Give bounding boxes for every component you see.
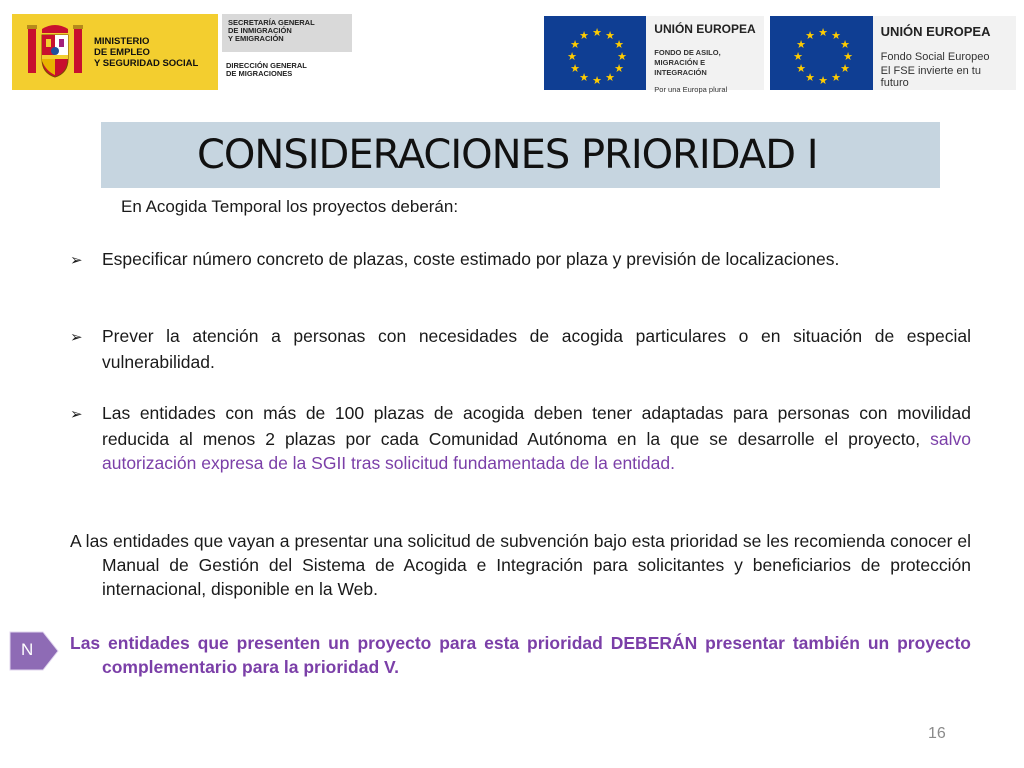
eu-fami-logo xyxy=(544,16,764,94)
svg-text:★: ★ xyxy=(793,50,803,63)
eu-flag-icon xyxy=(544,16,646,90)
arrow-bullet-icon: ➢ xyxy=(70,252,83,269)
svg-text:★: ★ xyxy=(570,38,580,51)
eu-flag-icon xyxy=(770,16,873,90)
eu1-sub2: MIGRACIÓN E INTEGRACIÓN xyxy=(654,58,707,77)
note-paragraph: Las entidades que presenten un proyecto para esta prioridad DEBERÁN presentar también un proyecto complementario para la prioridad V. xyxy=(70,633,971,677)
note-arrow-icon xyxy=(9,631,59,671)
slide-title-bar xyxy=(101,122,940,188)
svg-text:★: ★ xyxy=(796,38,806,51)
svg-text:★: ★ xyxy=(805,71,815,84)
svg-text:★: ★ xyxy=(614,38,624,51)
secretaria-line3: Y EMIGRACIÓN xyxy=(228,34,284,44)
svg-text:★: ★ xyxy=(592,74,602,87)
svg-text:★: ★ xyxy=(840,62,850,75)
slide-title: CONSIDERACIONES PRIORIDAD I xyxy=(197,132,818,178)
ministerio-line3: Y SEGURIDAD SOCIAL xyxy=(94,57,199,69)
svg-text:★: ★ xyxy=(605,29,615,42)
coat-of-arms-icon xyxy=(24,21,86,83)
secretaria-general-label xyxy=(222,14,352,52)
note-badge-letter: N xyxy=(21,640,34,659)
eu1-sub1: FONDO DE ASILO, xyxy=(654,48,721,57)
bullet-text-3: Las entidades con más de 100 plazas de acogida deben tener adaptadas para personas con movilidad reducida al menos 2 plazas por cada Comunidad Autónoma en la que se desarrolle el proyecto, xyxy=(102,403,971,449)
svg-text:★: ★ xyxy=(818,26,828,39)
svg-text:★: ★ xyxy=(843,50,853,63)
secretaria-line1: SECRETARÍA GENERAL xyxy=(228,18,315,27)
eu2-tagline: El FSE invierte en tu futuro xyxy=(880,65,981,89)
direccion-line2: DE MIGRACIONES xyxy=(226,69,293,79)
bullet-text-1: Especificar número concreto de plazas, coste estimado por plaza y previsión de localizaciones. xyxy=(102,249,840,269)
secretaria-line2: DE INMIGRACIÓN xyxy=(228,26,292,36)
eu1-tagline: Por una Europa plural xyxy=(654,85,728,94)
direccion-line1: DIRECCIÓN GENERAL xyxy=(226,61,307,70)
svg-text:★: ★ xyxy=(592,26,602,39)
eu2-subtitle: Fondo Social Europeo xyxy=(880,51,990,63)
ministerio-line2: DE EMPLEO xyxy=(94,46,150,58)
bullet-item-3 xyxy=(70,401,971,475)
bullet-item-2 xyxy=(70,324,971,374)
arrow-bullet-icon: ➢ xyxy=(70,406,83,423)
svg-text:★: ★ xyxy=(605,71,615,84)
eu2-title: UNIÓN EUROPEA xyxy=(880,24,991,39)
eu-fami-text xyxy=(646,16,764,94)
svg-text:★: ★ xyxy=(567,50,577,63)
eu-fse-logo xyxy=(770,16,1016,90)
page-number: 16 xyxy=(928,725,946,742)
eu1-subtitle xyxy=(654,48,756,78)
svg-text:★: ★ xyxy=(831,71,841,84)
svg-text:★: ★ xyxy=(831,29,841,42)
svg-text:★: ★ xyxy=(579,71,589,84)
arrow-bullet-icon: ➢ xyxy=(70,329,83,346)
note-badge xyxy=(9,631,59,671)
svg-text:★: ★ xyxy=(614,62,624,75)
ministerio-text xyxy=(94,36,214,69)
bullet-highlight-3: salvo autorización expresa de la SGII tras solicitud fundamentada de la entidad. xyxy=(102,429,971,473)
svg-text:★: ★ xyxy=(840,38,850,51)
bullet-text-2: Prever la atención a personas con necesidades de acogida particulares o en situación de especial vulnerabilidad. xyxy=(102,326,971,372)
intro-text: En Acogida Temporal los proyectos deberán: xyxy=(121,197,459,216)
svg-text:★: ★ xyxy=(579,29,589,42)
bullet-item-1 xyxy=(70,247,971,273)
ministerio-line1: MINISTERIO xyxy=(94,35,150,47)
eu1-title: UNIÓN EUROPEA xyxy=(654,22,756,36)
svg-text:★: ★ xyxy=(617,50,627,63)
ministerio-logo xyxy=(12,14,218,90)
direccion-general-label xyxy=(226,62,356,78)
svg-text:★: ★ xyxy=(570,62,580,75)
svg-text:★: ★ xyxy=(818,74,828,87)
svg-text:★: ★ xyxy=(805,29,815,42)
recommendation-paragraph: A las entidades que vayan a presentar una solicitud de subvención bajo esta prioridad se les recomienda conocer el Manual de Gestión del Sistema de Acogida e Integración para solicitantes y beneficiarios de protección internacional, disponible en la Web. xyxy=(70,531,971,599)
svg-text:★: ★ xyxy=(796,62,806,75)
eu-fse-text xyxy=(873,16,1016,90)
